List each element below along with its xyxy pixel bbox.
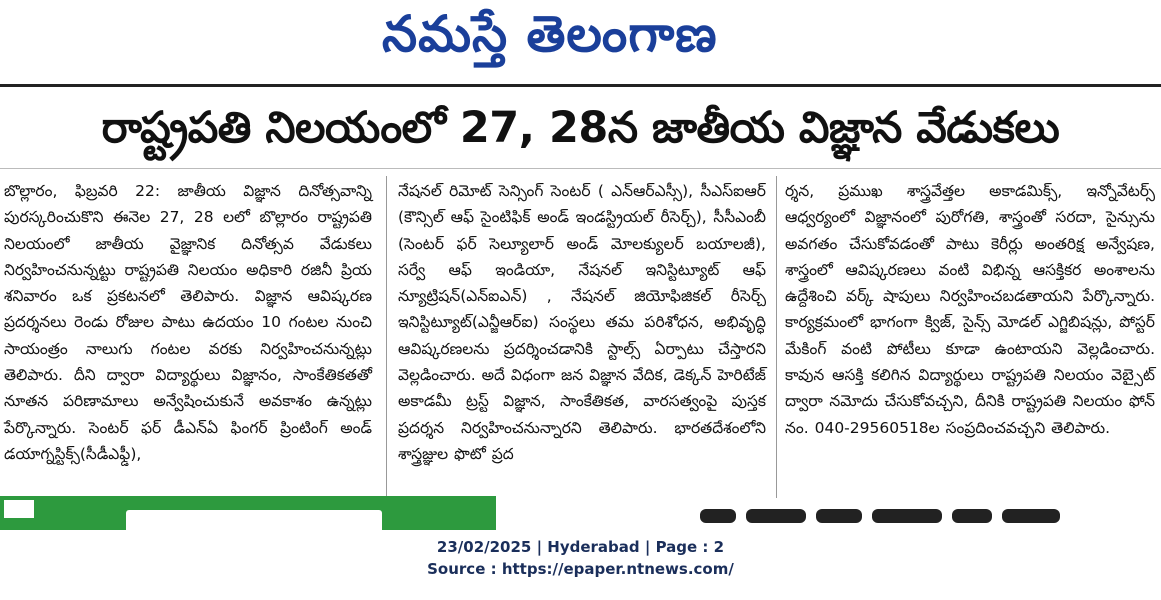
- column-rule: [776, 176, 777, 498]
- ad-strip: [4, 500, 34, 518]
- newspaper-masthead: నమస్తే తెలంగాణ: [382, 5, 718, 63]
- adjacent-ad-fragment: [0, 496, 496, 530]
- column-rule: [386, 176, 387, 498]
- adjacent-headline-fragment: [700, 508, 1140, 530]
- article-column-3: ర్శన, ప్రముఖ శాస్త్రవేత్తల అకాడమిక్స్, ఇన్నోవేటర్స్ ఆధ్వర్యంలో విజ్ఞానంలో పురోగతి, శాస్త్రంతో సరదా, సైన్సును అవగతం చేసుకోవడంతో పాటు కెరీర్లు అంతరిక్ష అన్వేషణ, శాస్త్రంలో ఆవిష్కరణలు వంటి విభిన్న ఆసక్తికర అంశాలను ఉద్దేశించి వర్క్ షాపులు నిర్వహించబడతాయని పేర్కొన్నారు. కార్యక్రమంలో భాగంగా క్విజ్, సైన్స్ మోడల్ ఎగ్జిబిషన్లు, పోస్టర్ మేకింగ్ వంటి పోటీలు కూడా ఉంటాయని వెల్లడించారు. కావున ఆసక్తి కలిగిన విద్యార్థులు రాష్ట్రపతి నిలయం వెబ్సైట్ ద్వారా నమోదు చేసుకోవచ్చని, దీనికి రాష్ట్రపతి నిలయం ఫోన్ నం. 040-29560518ల సంప్రదించవచ్చని తెలిపారు.: [785, 182, 1155, 437]
- clipping-date-info: 23/02/2025 | Hyderabad | Page : 2: [436, 538, 725, 556]
- article-column-2: నేషనల్ రిమోట్ సెన్సింగ్ సెంటర్ ( ఎన్ఆర్ఎస్సీ), సీఎస్ఐఆర్ (కౌన్సిల్ ఆఫ్ సైంటిఫిక్ అండ్ ఇండస్ట్రియల్ రీసెర్చ్), సీసీఎంబీ (సెంటర్ ఫర్ సెల్యూలార్ అండ్ మోలక్యులర్ బయాలజీ), సర్వే ఆఫ్ ఇండియా, నేషనల్ ఇనిస్టిట్యూట్ ఆఫ్ న్యూట్రిషన్(ఎన్ఐఎన్) , నేషనల్ జియోఫిజికల్ రీసెర్చ్ ఇనిస్టిట్యూట్(ఎన్జీఆర్ఐ) సంస్థలు తమ పరిశోధన, అభివృద్ధి ఆవిష్కరణలను ప్రదర్శించడానికి స్టాల్స్ ఏర్పాటు చేస్తారని వెల్లడించారు. అదే విధంగా జన విజ్ఞాన వేదిక, డెక్కన్ హెరిటేజ్ అకాడమీ ట్రస్ట్ విజ్ఞాన, సాంకేతికత, వారసత్వంపై పుస్తక ప్రదర్శన నిర్వహించనున్నారని తెలిపారు. భారతదేశంలోని శాస్త్రజ్ఞుల ఫొటో ప్రద: [398, 182, 766, 463]
- masthead-divider: [0, 84, 1161, 87]
- article-headline: రాష్ట్రపతి నిలయంలో 27, 28న జాతీయ విజ్ఞాన వేడుకలు: [101, 103, 1060, 153]
- clipping-source-link[interactable]: Source : https://epaper.ntnews.com/: [427, 560, 734, 578]
- clipping-footer: [0, 536, 1161, 580]
- article-column-1: బొల్లారం, ఫిబ్రవరి 22: జాతీయ విజ్ఞాన దినోత్సవాన్ని పురస్కరించుకొని ఈనెల 27, 28 లలో బొల్లారం రాష్ట్రపతి నిలయంలో జాతీయ వైజ్ఞానిక దినోత్సవ వేడుకలు నిర్వహించనున్నట్టు రాష్ట్రపతి నిలయం అధికారి రజినీ ప్రియ శనివారం ఒక ప్రకటనలో తెలిపారు. విజ్ఞాన ఆవిష్కరణ ప్రదర్శనలు రెండు రోజుల పాటు ఉదయం 10 గంటల నుంచి సాయంత్రం నాలుగు గంటల వరకు నిర్వహించనున్నట్లు తెలిపారు. దీని ద్వారా విద్యార్థులు విజ్ఞానం, సాంకేతికతతో నూతన పరిణామాలు అన్వేషించుకునే అవకాశం ఉన్నట్లు పేర్కొన్నారు. సెంటర్ ఫర్ డీఎన్ఏ ఫింగర్ ప్రింటింగ్ అండ్ డయాగ్నస్టిక్స్(సీడీఎఫ్డీ),: [4, 182, 372, 463]
- ad-text-area: [126, 510, 382, 530]
- headline-divider: [0, 168, 1161, 169]
